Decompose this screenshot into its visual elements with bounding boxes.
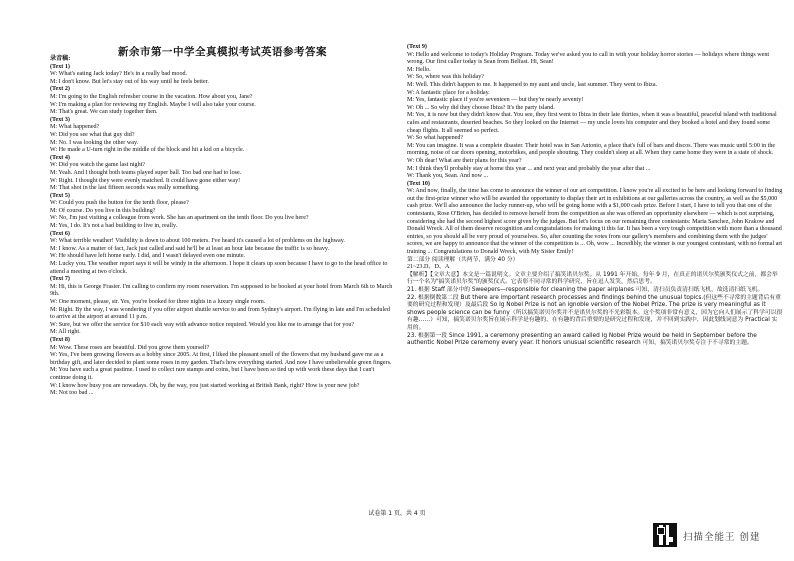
- transcript-left-line: M: What happened?: [50, 124, 100, 131]
- transcript-left-line: M: Yes, I do. It's not a bad building to live in, really.: [50, 223, 178, 230]
- transcript-left-line: M: That's great. We can study together then.: [50, 109, 158, 116]
- transcript-left-line: (Text 5): [50, 192, 70, 199]
- transcript-left-line: (Text 6): [50, 230, 70, 237]
- transcript-left-line: W: One moment, please, sir. Yes, you're booked for three nights in a luxury single room.: [50, 299, 266, 305]
- right-column: [407, 44, 783, 348]
- transcript-left-line: W: Could you push the button for the tenth floor, please?: [50, 200, 189, 207]
- transcript-right-line: 23. 根据第一段 Since 1991, a ceremony presenting an award called Ig Nobel Prize would be held in September before the authentic Nobel Prize ceremony every year. It honors unusual scientific research 可知，搞笑诺贝尔奖专注于不寻常的主题。: [407, 332, 757, 347]
- transcript-left-line: M: Hi, this is George Frasier. I'm calling to confirm my room reservation. I'm supposed to be booked at your hotel from March 6th to March 9th.: [50, 283, 393, 298]
- transcript-left-line: W: No, I'm just visiting a colleague from work. She has an apartment on the tenth floor. Do you live here?: [50, 215, 309, 222]
- transcript-right-line: W: A fantastic place for a holiday.: [407, 89, 490, 96]
- transcript-right-line: M: Yes, it is now but they didn't know that. You see, they first went to Ibiza in their late thirties, when it was a beautiful, peaceful island with traditional cafes and restaurants, deserted beaches. So they looked on the Internet — my uncle loves his computer and they booked a hotel and they found some cheap flights. It all seemed so perfect.: [407, 112, 777, 134]
- transcript-right-line: 21~23.D、D、A: [407, 264, 450, 271]
- transcript-left-line: W: I'm making a plan for reviewing my English. Maybe I will also take your course.: [50, 101, 256, 108]
- transcript-right-line: W: Oh dear! What are their plans for this year?: [407, 157, 522, 164]
- transcript-right-line: W: So, where was this holiday?: [407, 74, 484, 81]
- transcript-left-line: W: Right. I thought they were evenly matched. It could have gone either way!: [50, 177, 241, 184]
- page-footer: 试卷第 1 页，共 4 页: [368, 510, 426, 517]
- transcript-left-line: (Text 3): [50, 116, 70, 123]
- transcript-left-line: (Text 1): [50, 63, 70, 70]
- transcript-right-line: M: Yes, fantastic place if you're seventeen — but they're nearly seventy!: [407, 97, 584, 104]
- transcript-right-line: W: Oh ... So why did they choose Ibiza? It's the party island.: [407, 104, 555, 111]
- transcript-right-line: W: Thank you, Sean. And now ...: [407, 173, 489, 180]
- transcript-right-line: (Text 10): [407, 180, 430, 187]
- transcript-left-line: (Text 2): [50, 86, 70, 93]
- transcript-left-line: M: Lucky you. The weather report says it will be windy in the afternoon. I hope it clears up soon because I have to go to the head office to attend a meeting at two o'clock.: [50, 261, 388, 275]
- transcript-left-line: W: Did you watch the game last night?: [50, 162, 146, 169]
- transcript-left-line: M: Wow. These roses are beautiful. Did you grow them yourself?: [50, 344, 210, 351]
- transcript-right-line: 第二部分 阅读理解（共两节，满分 40 分）: [407, 256, 519, 263]
- transcript-left-line: (Text 4): [50, 154, 70, 161]
- transcript-left-line: M: I don't know. But let's stay out of his way until he feels better.: [50, 78, 209, 85]
- transcript-left-line: W: Sure, but we offer the service for $10 each way with advance notice required. Would you like me to arrange that for you?: [50, 321, 355, 328]
- transcript-left: [50, 56, 395, 398]
- transcript-left-line: (Text 8): [50, 336, 70, 343]
- transcript-left-line: M: I'm going to the English refresher course in the vacation. How about you, Jane?: [50, 93, 253, 100]
- scanner-watermark: 扫描全能王 创建: [683, 532, 761, 543]
- transcript-left-line: M: I know. As a matter of fact, Jack just called and said he'll be at least an hour late because the traffic is so heavy.: [50, 245, 330, 252]
- transcript-left-line: W: He made a U-turn right in the middle of the block and hit a kid on a bicycle.: [50, 147, 245, 154]
- transcript-right-line: M: Well. This didn't happen to me. It happened to my aunt and uncle, last summer. They went to Ibiza.: [407, 81, 658, 88]
- transcript-left-line: W: What's eating Jack today? He's in a really bad mood.: [50, 71, 188, 78]
- transcript-left-line: W: I know how busy you are nowadays. Oh, by the way, you just started working at British Bank, right? How is your new job?: [50, 382, 360, 389]
- transcript-left-line: M: Of course. Do you live in this building?: [50, 207, 156, 214]
- transcript-right-line: M: I think they'll probably stay at home this year ... and next year and probably the year after that ...: [407, 165, 651, 172]
- transcript-left-line: W: He should have left home early. I did, and I wasn't delayed even one minute.: [50, 253, 246, 260]
- transcript-left-line: (Text 7): [50, 276, 70, 283]
- transcript-right-line: W: So what happened?: [407, 135, 464, 142]
- qr-code-icon: [653, 523, 677, 547]
- transcript-left-line: M: No. I was looking the other way.: [50, 139, 139, 146]
- transcript-right-line: (Text 9): [407, 44, 427, 50]
- transcript-right-line: W: Hello and welcome to today's Holiday Program. Today we've asked you to call in with your holiday horror stories — holidays where things went wrong. Our first caller today is Sean from Belfast. Hi, Sean!: [407, 51, 770, 66]
- transcript-left-line: W: Did you see what that guy did?: [50, 131, 135, 138]
- transcript-left-line: W: What terrible weather! Visibility is down to about 100 meters. I've heard it's caused a lot of problems on the highway.: [50, 238, 345, 245]
- transcript-left-line: M: Right. By the way, I was wondering if you offer airport shuttle service to and from Sydney's airport. I'm flying in late and I'm scheduled to arrive at the airport at around 11 p.m.: [50, 306, 390, 321]
- transcript-left-line: M: That shot in the last fifteen seconds was really something.: [50, 185, 200, 192]
- transcript-left-line: W: Yes, I've been growing flowers as a hobby since 2005. At first, I liked the pleasant smell of the flowers that my husband gave me as a birthday gift, and later decided to plant some roses in my garden. That's how everything started. And now I have unbelievable green fingers.: [50, 352, 392, 366]
- transcript-right-line: 【解析】【文章大意】本文是一篇说明文。文章主要介绍了搞笑诺贝尔奖。从 1991 年开始，每年 9 月，在真正的诺贝尔奖颁奖仪式之前，都会举行一个名为"搞笑诺贝尔奖"的颁奖仪式。它表彰不同寻常的科学研究，旨在逗人发笑，然后思考。: [407, 271, 778, 286]
- transcript-left-line: M: Not too bad ...: [50, 390, 94, 397]
- transcript-right-line: M: You can imagine. It was a complete disaster. Their hotel was in San Antonio, a place that's full of bars and discos. There was music until 5:00 in the morning, noise of car doors opening, motorbikes, and people shouting. They couldn't sleep at all. When they came home they were in a state of shock.: [407, 142, 776, 157]
- transcript-right-line: 22. 根据倒数第二段 But there are important research processes and findings behind the unusual topics.(但这些不寻常的主题背后有重要的研究过程和发现）及最后段 So Ig Nobel Prize is not an ignoble version of the Nobel Prize. The prize is very meaningful as it shows people science can be funny（所以搞笑诺贝尔奖并不是诺贝尔奖的不光彩版本。这个奖项非常有意义，因为它向人们展示了科学可以很有趣……）可知，搞笑诺贝尔奖旨在展示科学是有趣的，在有趣的背后重要的是研究过程和发现，并不回到实践中，因此划线词意为 Practical 实用的。: [407, 294, 783, 331]
- transcript-right-line: 21. 根据 Staff 部分中的 Sweepers—responsible for cleaning the paper airplanes 可知，清扫员负责清扫纸飞机，故选清扫纸飞机。: [407, 287, 764, 293]
- transcript-right-line: W: And now, finally, the time has come to announce the winner of our art competition. I know you're all excited to be here and looking forward to finding out the first-prize winner who will be awarded the opportunity to display their art in exhibitions at our galleries across the country, as well as the $5,000 cash prize. We'll also announce the lucky runner-up, who will be going home with a $1,000 cash prize. Before I start, I have to tell you that one of the contestants, Rose O'Brien, has decided to remove herself from the competition as she was offered an opportunity elsewhere — which is not surprising, considering she had the second highest score given by the judges. But let's focus on our remaining three contestants: Maria Sanchez, John Krakow and Donald Wreck. All of them deserve recognition and congratulations for making it this far. It has been a very tough competition with more than a thousand entries, so you should all be very proud of yourselves. So, after counting the votes from our gallery's members and combining them with the judges' scores, we are happy to announce that the winner of the competition is ... Oh, wow ... Incredibly, the winner is our youngest contestant, with no formal art training ... Congratulations to Donald Wreck, with My Sister Emily!: [407, 188, 783, 256]
- transcript-left-line: M: All right.: [50, 329, 81, 336]
- transcript-left-line: M: You have such a great pastime. I used to collect rare stamps and coins, but I have been so tied up with work these days that I can't continue doing it.: [50, 367, 375, 381]
- transcript-left-line: M: Yeah. And I thought both teams played super ball. Too bad one had to lose.: [50, 169, 242, 176]
- page-title: 新余市第一中学全真模拟考试英语参考答案: [118, 46, 327, 58]
- transcript-left-line: 录音稿:: [50, 56, 71, 62]
- transcript-right-line: M: Hello.: [407, 66, 431, 73]
